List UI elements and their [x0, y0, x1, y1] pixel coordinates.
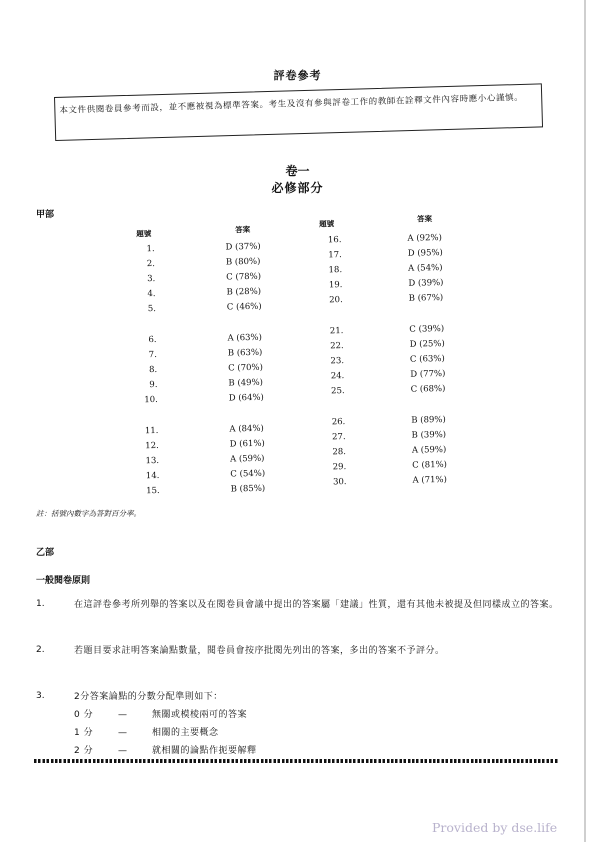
question-number: 8.: [148, 364, 158, 376]
answer-value: A (84%): [229, 423, 264, 435]
answer-value: A (59%): [411, 444, 447, 456]
question-number: 27.: [331, 432, 346, 443]
question-number: 25.: [331, 386, 345, 397]
question-number: 23.: [330, 356, 345, 367]
question-number: 13.: [145, 455, 160, 467]
answer-value: B (39%): [411, 429, 447, 441]
answer-value: C (46%): [226, 301, 262, 313]
answer-value: B (80%): [225, 256, 261, 268]
mark-desc: 相關的主要概念: [152, 728, 219, 738]
asterisk-divider: [34, 759, 558, 763]
section-a-title: 甲部: [36, 210, 55, 220]
answer-value: C (39%): [409, 323, 445, 335]
col-header-number-left: 題號: [136, 229, 152, 239]
answer-value: D (77%): [410, 368, 446, 380]
mark-score: 1 分: [74, 728, 94, 738]
answer-value: C (78%): [226, 271, 262, 283]
disclaimer-text: 本文件供閱卷員參考而設，並不應被視為標準答案。考生及沒有參與評卷工作的教師在詮釋文件內容時應小心謹慎。: [59, 92, 524, 116]
answer-value: D (95%): [407, 247, 443, 259]
question-number: 22.: [330, 341, 344, 352]
answer-value: B (89%): [411, 414, 446, 426]
provided-by-footer: Provided by dse.life: [432, 820, 558, 835]
question-number: 1.: [146, 244, 155, 255]
question-number: 26.: [331, 417, 346, 428]
question-number: 30.: [332, 477, 347, 488]
page-title: 評卷參考: [273, 69, 322, 82]
mark-score: 2 分: [74, 746, 94, 756]
mark-desc: 無關或模棱兩可的答案: [152, 710, 248, 720]
mark-dash: —: [118, 728, 128, 738]
question-number: 12.: [145, 440, 159, 452]
question-number: 17.: [328, 250, 342, 261]
question-number: 2.: [146, 259, 156, 270]
answer-value: A (92%): [407, 233, 442, 244]
item-number: 2.: [36, 645, 45, 655]
col-header-number-right: 題號: [319, 219, 335, 229]
col-header-answer-left: 答案: [235, 225, 251, 235]
mark-dash: —: [118, 746, 128, 756]
col-header-answer-right: 答案: [416, 214, 433, 224]
mark-score: 0 分: [74, 710, 94, 720]
question-number: 10.: [144, 394, 158, 406]
question-number: 3.: [147, 274, 156, 285]
principles-title: 一般閱卷原則: [36, 576, 91, 586]
answer-value: D (39%): [408, 277, 444, 289]
answer-value: D (61%): [229, 438, 265, 450]
answer-value: A (59%): [229, 453, 265, 465]
question-number: 20.: [329, 295, 343, 306]
item-text: 若題目要求註明答案論點數量，閱卷員會按序批閱先列出的答案，多出的答案不予評分。: [74, 646, 445, 656]
answer-value: C (54%): [230, 468, 266, 480]
question-number: 7.: [148, 349, 157, 361]
answer-note: 註：括號內數字為答對百分率。: [36, 509, 141, 518]
answer-value: B (85%): [230, 483, 266, 495]
question-number: 14.: [145, 470, 160, 482]
question-number: 19.: [328, 280, 343, 291]
question-number: 15.: [146, 485, 160, 497]
answer-value: B (49%): [228, 377, 264, 389]
mark-dash: —: [118, 710, 128, 720]
question-number: 4.: [147, 289, 156, 300]
answer-value: A (54%): [408, 262, 443, 274]
paper-title: 卷一: [285, 164, 310, 178]
section-b-title: 乙部: [36, 548, 55, 558]
item-text: 在這評卷參考所列舉的答案以及在閱卷員會議中提出的答案屬「建議」性質，還有其他未被提及但同樣成立的答案。: [74, 600, 559, 610]
answer-value: B (67%): [408, 292, 444, 304]
answer-value: C (70%): [228, 362, 263, 374]
question-number: 29.: [332, 462, 347, 473]
answer-value: D (37%): [225, 241, 261, 253]
question-number: 28.: [332, 447, 347, 458]
question-number: 9.: [149, 379, 158, 391]
question-number: 16.: [327, 235, 342, 246]
item-number: 3.: [36, 691, 45, 701]
question-number: 11.: [144, 425, 159, 437]
answer-value: A (63%): [227, 332, 263, 344]
answer-value: D (64%): [228, 392, 264, 404]
answer-value: A (71%): [412, 474, 448, 486]
answer-value: B (63%): [227, 347, 263, 359]
question-number: 6.: [148, 335, 157, 346]
mark-desc: 就相關的論點作扼要解釋: [152, 746, 257, 756]
item-number: 1.: [36, 599, 45, 609]
question-number: 24.: [330, 371, 345, 382]
question-number: 18.: [328, 265, 343, 276]
answer-value: C (68%): [410, 383, 446, 395]
answer-value: B (28%): [226, 286, 262, 298]
item-text: 2分答案論點的分數分配準則如下：: [74, 692, 223, 702]
answer-value: C (63%): [409, 353, 445, 365]
question-number: 21.: [329, 326, 344, 337]
answer-value: C (81%): [412, 459, 448, 471]
answer-value: D (25%): [409, 338, 445, 350]
question-number: 5.: [147, 304, 157, 315]
paper-subtitle: 必修部分: [271, 181, 324, 195]
